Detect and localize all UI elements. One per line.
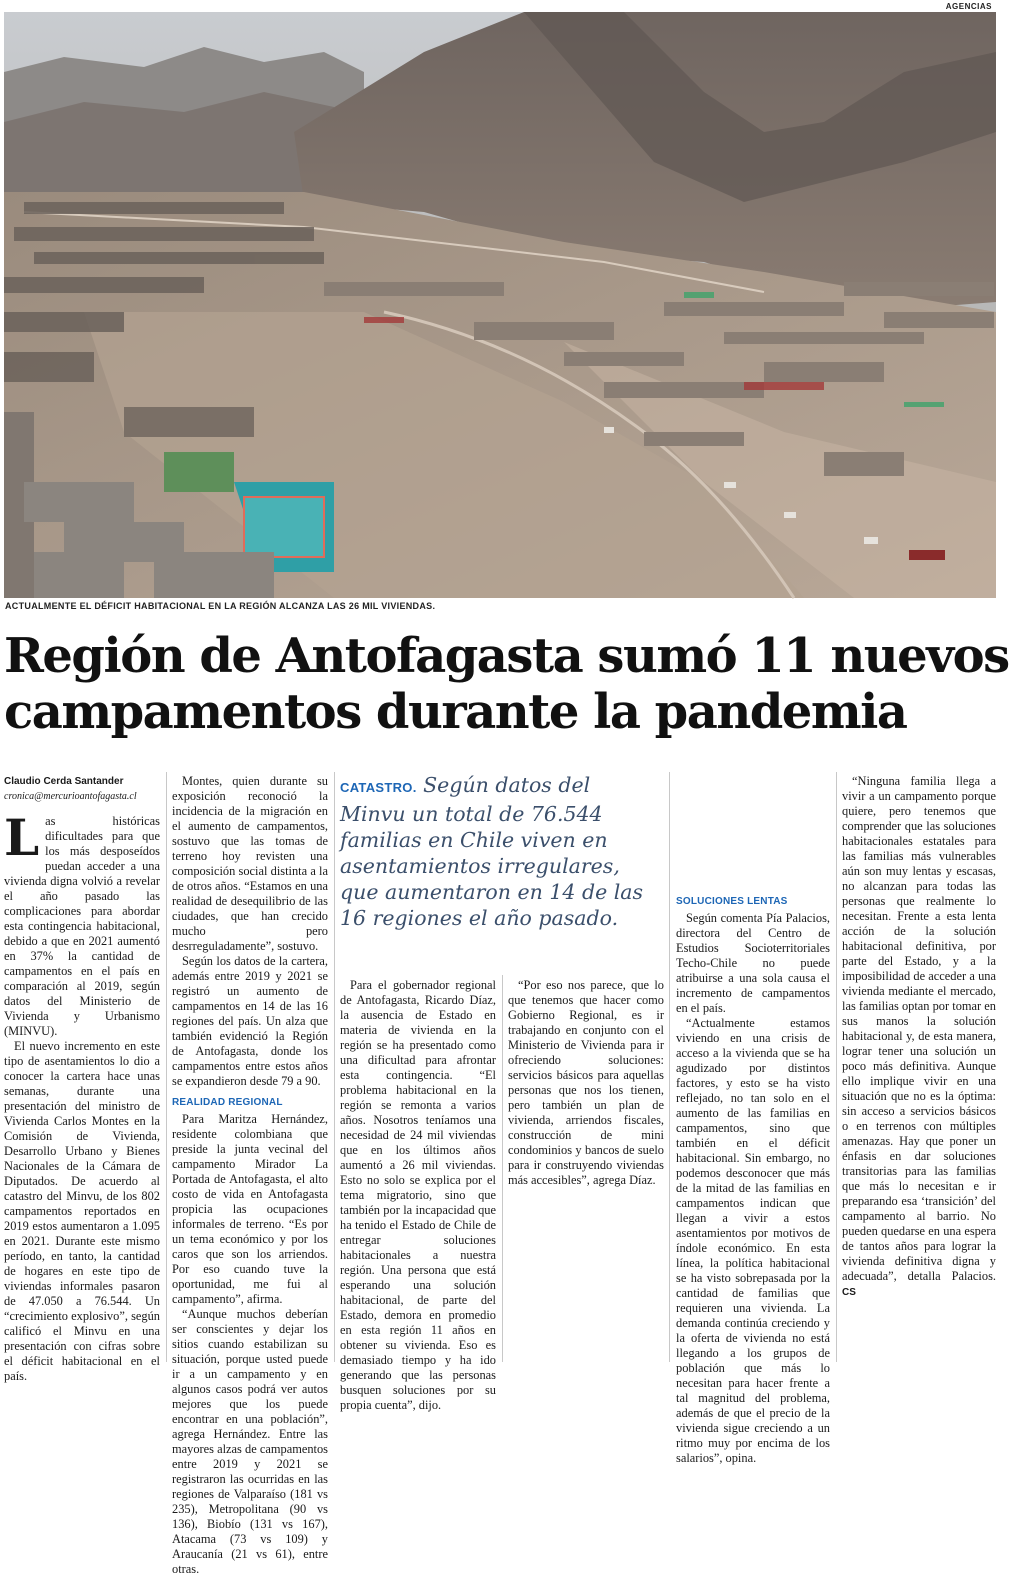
paragraph-11: “Ninguna familia llega a vivir a un campamento porque quiere, pero tenemos que comprender que las soluciones habitacionales estatales para las familias más vulnerables aún son muy lentas y escasas, no alcanzan para todas las personas que realmente lo necesitan. Frente a esta lenta acción de la solución habitacional definitiva, por parte del Estado, y a la imposibilidad de acceder a una vivienda mediante el mercado, las familias optan por tomar en sus manos la solución habitacional y, de esta manera, lograr tener una solución un poco más definitiva. Aunque ello implique vivir en una situación que no es la óptima: sin acceso a servicios básicos o en terrenos con múltiples amenazas. Hay que poner un énfasis en dar soluciones transitorias para las familias que más lo necesitan e ir preparando esa ‘transición’ del campamento al barrio. No pueden quedarse en una espera de tantos años para lograr la vivienda definitiva digna y adecuada”, detalla Palacios. CS — [842, 774, 996, 1298]
column-divider — [669, 772, 670, 1362]
article-column-5 — [676, 774, 830, 1465]
paragraph-1: Las históricas dificultades para que los más desposeídos puedan acceder a una vivienda digna volvió a revelar el año pasado las complicaciones para abordar esta contingencia habitacional, debido a que en 2021 aumentó en 37% la cantidad de campamentos en el país en comparación al 2019, según datos del Ministerio de Vivienda y Urbanismo (MINVU). — [4, 808, 160, 1038]
headline-line-1: Región de Antofagasta sumó 11 nuevos — [4, 628, 1009, 684]
column-divider — [334, 772, 335, 1362]
paragraph-7: Para el gobernador regional de Antofagasta, Ricardo Díaz, la ausencia de Estado en materia de vivienda en la región se ha presentado como una dificultad para afrontar esta contingencia. “El problema habitacional en la región se remonta a varios años. Nosotros teníamos una necesidad de 24 mil viviendas que en los últimos años aumentó a 26 mil viviendas. Esto no solo se explica por el tema migratorio, sino que también por la incapacidad que ha tenido el Estado de Chile de entregar soluciones habitacionales a nuestra región. Una persona que está esperando una solución habitacional, de parte del Estado, demora en promedio en esta región 11 años en obtener su vivienda. Eso es demasiado tiempo y ha ido generando que las personas busquen soluciones por su propia cuenta”, dijo. — [340, 978, 496, 1412]
paragraph-3: Montes, quien durante su exposición reconoció la incidencia de la migración en el aumento de campamentos, sostuvo que las tomas de terreno hoy revisten una composición social distinta a la de otros años. “Estamos en una realidad de desequilibrio de las ciudades, que han crecido mucho pero desrreguladamente”, sostuvo. — [172, 774, 328, 953]
headline — [4, 628, 1009, 740]
article-column-6 — [842, 774, 996, 1364]
paragraph-2: El nuevo incremento en este tipo de asentamientos lo dio a conocer la cartera hace unas semanas, durante una presentación del ministro de Vivienda Carlos Montes en la Comisión de Vivienda, Desarrollo Urbano y Bienes Nacionales de la Cámara de Diputados. De acuerdo al catastro del Minvu, de los 802 campamentos reportados en 2019 estos aumentaron a 1.095 en 2021. Durante este mismo período, en tanto, la cantidad de hogares en este tipo de viviendas informales pasaron de 47.050 a 76.544. Un “crecimiento explosivo”, según calificó el Minvu en una presentación con cifras sobre el déficit habitacional en el país. — [4, 1039, 160, 1383]
byline-author: Claudio Cerda Santander — [4, 776, 124, 787]
column-divider — [166, 772, 167, 1362]
paragraph-9: Según comenta Pía Palacios, directora del Centro de Estudios Socioterritoriales Techo-Chile no puede atribuirse a una sola causa el incremento de campamentos en el país. — [676, 911, 830, 1015]
article-column-2 — [172, 774, 328, 1576]
article-column-3 — [340, 978, 496, 1412]
aerial-photo — [4, 12, 996, 598]
byline-email[interactable]: cronica@mercurioantofagasta.cl — [4, 791, 137, 802]
subhead-realidad-regional: REALIDAD REGIONAL — [172, 1097, 283, 1108]
subhead-soluciones-lentas: SOLUCIONES LENTAS — [676, 896, 788, 907]
photo-caption: ACTUALMENTE EL DÉFICIT HABITACIONAL EN LA REGIÓN ALCANZA LAS 26 MIL VIVIENDAS. — [5, 601, 436, 611]
headline-line-2: campamentos durante la pandemia — [4, 684, 907, 740]
paragraph-10: “Actualmente estamos viviendo en una crisis de acceso a la vivienda que se ha agudizado por distintos factores, y esto se ha visto reflejado, no tan solo en el aumento de las familias en campamentos, sino que también en el déficit habitacional. Sin embargo, no podemos desconocer que más de la mitad de las familias en campamentos indican que llegan a vivir a estos asentamientos por motivos de índole económico. En esta línea, la política habitacional se ha visto sobrepasada por la cantidad de familias que requieren una vivienda. La demanda continúa creciendo y la oferta de vivienda no está llegando a los grupos de población que más lo necesitan para hacer frente a tal magnitud del problema, además de que el precio de la vivienda sigue creciendo a un ritmo muy por encima de los salarios”, opina. — [676, 1016, 830, 1465]
photo-credit: AGENCIAS — [945, 2, 992, 11]
article-column-1 — [4, 774, 160, 1383]
paragraph-6: “Aunque muchos deberían ser conscientes y dejar los sitios cuando estabilizan su situación, porque usted puede ir a un campamento y en algunos casos podrá ver autos mejores que los puede encontrar en una población”, agrega Hernández. Entre las mayores alzas de campamentos entre 2019 y 2021 se registraron las ocurridas en las regiones de Valparaíso (181 vs 235), Metropolitana (90 vs 136), Biobío (131 vs 167), Atacama (73 vs 109) y Araucanía (21 vs 61), entre otras. — [172, 1307, 328, 1576]
end-mark: CS — [842, 1287, 856, 1298]
paragraph-5: Para Maritza Hernández, residente colombiana que preside la junta vecinal del campamento Mirador La Portada de Antofagasta, el alto costo de vida en Antofagasta propicia las ocupaciones informales de terreno. “Es por un tema económico y por los caros que son los arriendos. Por eso cuando tuve la oportunidad, me fui al campamento”, afirma. — [172, 1112, 328, 1306]
paragraph-8: “Por eso nos parece, que lo que tenemos que hacer como Gobierno Regional, es ir trabajando en conjunto con el Ministerio de Vivienda para ir ofreciendo soluciones: servicios básicos para aquellas personas que nos los tienen, pero también un plan de vivienda, arriendos fiscales, construcción de mini condominios y bancos de suelo para ir construyendo viviendas más accesibles”, agrega Díaz. — [508, 978, 664, 1187]
pull-quote-text: Según datos del Minvu un total de 76.544 familias en Chile viven en asentamientos irregulares, que aumentaron en 14 de las 16 regiones el año pasado. — [340, 773, 644, 930]
pull-quote — [340, 772, 662, 931]
drop-cap: L — [4, 808, 40, 867]
article-column-4 — [508, 978, 664, 1364]
paragraph-4: Según los datos de la cartera, además entre 2019 y 2021 se registró un aumento de campamentos en 14 de las 16 regiones del país. Un alza que también evidenció la Región de Antofagasta, donde los campamentos entre estos años se expandieron desde 79 a 90. — [172, 954, 328, 1088]
column-divider — [502, 975, 503, 1362]
column-divider — [836, 772, 837, 1362]
pull-quote-label: CATASTRO. — [340, 780, 417, 795]
